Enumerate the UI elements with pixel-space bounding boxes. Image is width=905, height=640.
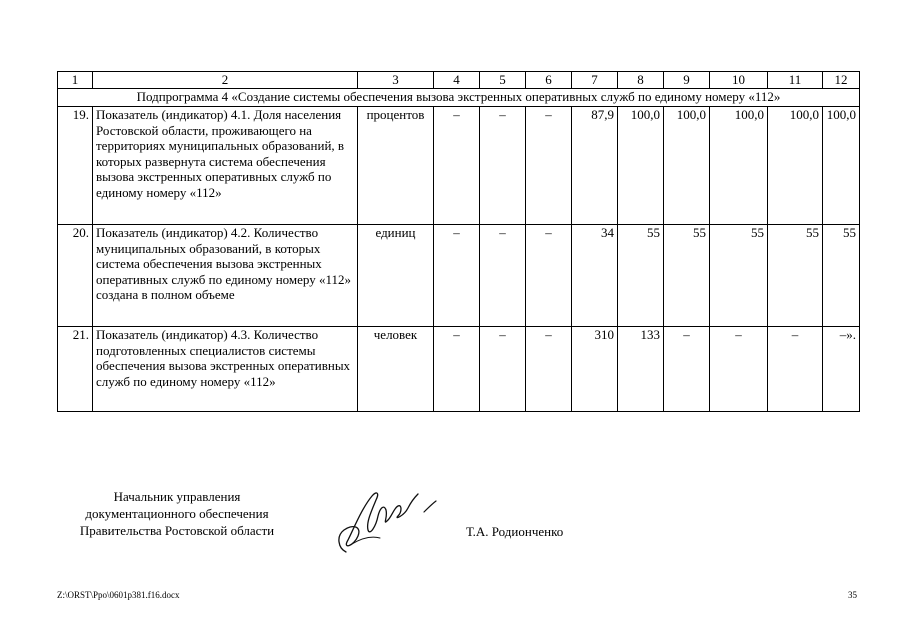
value-cell: – bbox=[480, 107, 526, 225]
value-cell: 55 bbox=[710, 225, 768, 327]
column-number-row bbox=[58, 72, 860, 89]
value-cell: – bbox=[710, 327, 768, 412]
unit-cell: единиц bbox=[358, 225, 434, 327]
value-cell: – bbox=[434, 107, 480, 225]
signatory-title-line: документационного обеспечения bbox=[85, 506, 269, 521]
value-cell: 34 bbox=[572, 225, 618, 327]
indicator-name: Показатель (индикатор) 4.3. Количество подготовленных специалистов системы обеспечения вызова экстренных оперативных служб по единому номеру «112» bbox=[93, 327, 358, 412]
indicator-name: Показатель (индикатор) 4.1. Доля населения Ростовской области, проживающего на территориях муниципальных образований, в которых развернута система обеспечения вызова экстренных оперативных служб по единому номеру «112» bbox=[93, 107, 358, 225]
value-cell: – bbox=[480, 327, 526, 412]
column-number: 8 bbox=[618, 72, 664, 89]
value-cell: 55 bbox=[768, 225, 823, 327]
value-cell: –». bbox=[823, 327, 860, 412]
value-cell: – bbox=[664, 327, 710, 412]
column-number: 5 bbox=[480, 72, 526, 89]
subprogram-title: Подпрограмма 4 «Создание системы обеспечения вызова экстренных оперативных служб по единому номеру «112» bbox=[58, 89, 860, 107]
unit-cell: процентов bbox=[358, 107, 434, 225]
value-cell: – bbox=[526, 225, 572, 327]
value-cell: – bbox=[480, 225, 526, 327]
value-cell: 100,0 bbox=[664, 107, 710, 225]
signatory-name: Т.А. Родионченко bbox=[466, 524, 564, 539]
value-cell: 55 bbox=[823, 225, 860, 327]
column-number: 6 bbox=[526, 72, 572, 89]
row-number: 19. bbox=[58, 107, 93, 225]
column-number: 11 bbox=[768, 72, 823, 89]
value-cell: – bbox=[434, 327, 480, 412]
value-cell: 55 bbox=[618, 225, 664, 327]
table-row bbox=[58, 327, 860, 412]
value-cell: – bbox=[768, 327, 823, 412]
value-cell: 87,9 bbox=[572, 107, 618, 225]
value-cell: 133 bbox=[618, 327, 664, 412]
table-row bbox=[58, 225, 860, 327]
value-cell: 100,0 bbox=[710, 107, 768, 225]
column-number: 7 bbox=[572, 72, 618, 89]
unit-cell: человек bbox=[358, 327, 434, 412]
page-number: 35 bbox=[848, 590, 857, 600]
value-cell: – bbox=[526, 327, 572, 412]
indicators-table bbox=[57, 71, 860, 412]
indicator-name: Показатель (индикатор) 4.2. Количество муниципальных образований, в которых система обеспечения вызова экстренных оперативных служб по единому номеру «112» создана в полном объеме bbox=[93, 225, 358, 327]
value-cell: – bbox=[526, 107, 572, 225]
signatory-title-line: Начальник управления bbox=[113, 489, 241, 504]
value-cell: – bbox=[434, 225, 480, 327]
column-number: 3 bbox=[358, 72, 434, 89]
column-number: 12 bbox=[823, 72, 860, 89]
value-cell: 100,0 bbox=[823, 107, 860, 225]
signatory-title bbox=[57, 488, 297, 539]
value-cell: 100,0 bbox=[618, 107, 664, 225]
column-number: 1 bbox=[58, 72, 93, 89]
row-number: 20. bbox=[58, 225, 93, 327]
column-number: 2 bbox=[93, 72, 358, 89]
value-cell: 100,0 bbox=[768, 107, 823, 225]
row-number: 21. bbox=[58, 327, 93, 412]
subprogram-row bbox=[58, 89, 860, 107]
value-cell: 310 bbox=[572, 327, 618, 412]
column-number: 9 bbox=[664, 72, 710, 89]
handwritten-signature bbox=[332, 486, 442, 561]
signatory-title-line: Правительства Ростовской области bbox=[79, 523, 275, 538]
column-number: 10 bbox=[710, 72, 768, 89]
table-row bbox=[58, 107, 860, 225]
file-path: Z:\ORST\Ppo\0601p381.f16.docx bbox=[57, 590, 180, 600]
column-number: 4 bbox=[434, 72, 480, 89]
value-cell: 55 bbox=[664, 225, 710, 327]
